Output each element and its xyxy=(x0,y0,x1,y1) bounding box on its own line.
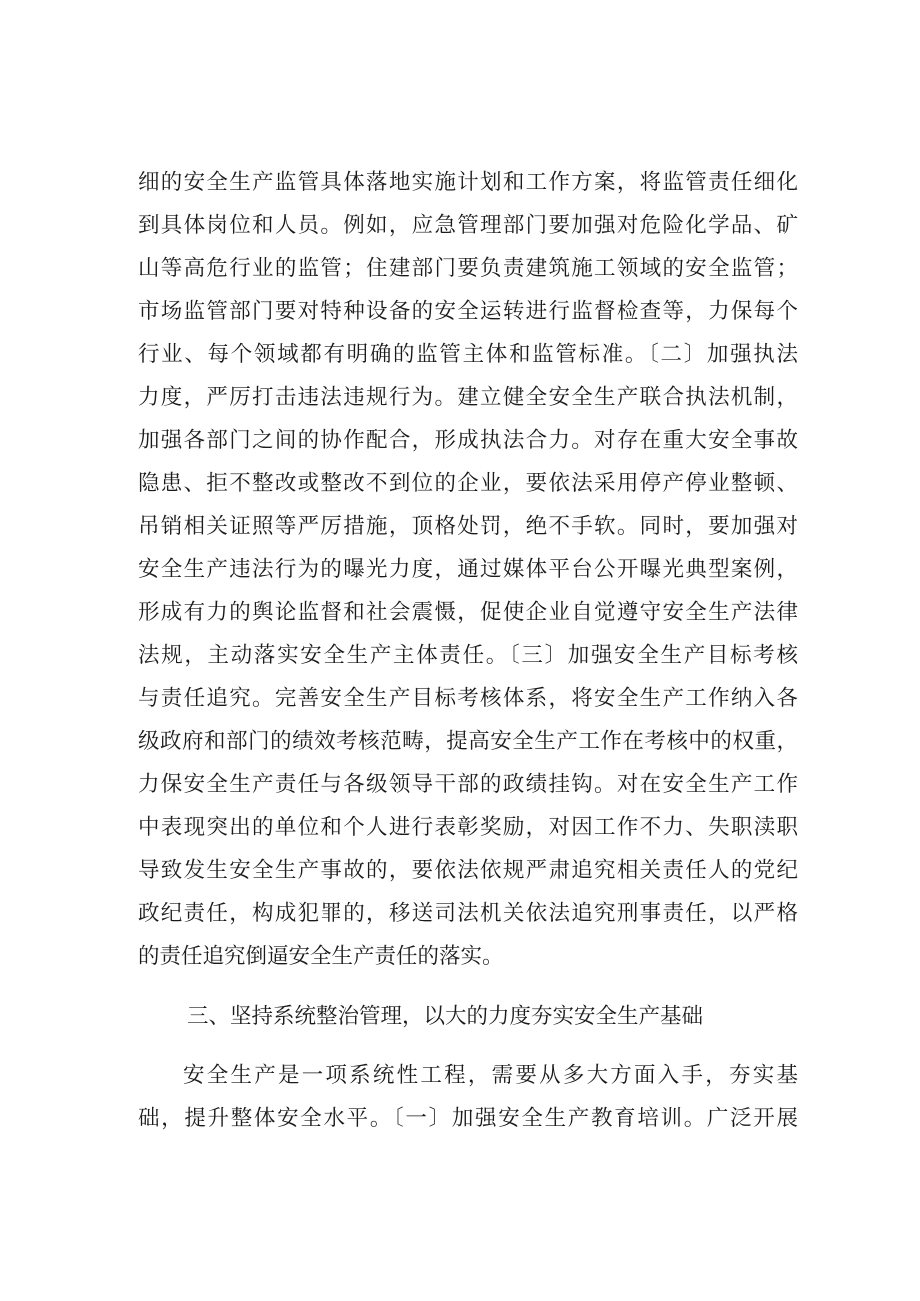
body-text-line: 政纪责任，构成犯罪的，移送司法机关依法追究刑事责任，以严格 xyxy=(138,901,798,926)
body-text-line: 加强各部门之间的协作配合，形成执法合力。对存在重大安全事故 xyxy=(138,428,798,453)
body-text-line: 法规，主动落实安全生产主体责任。〔三〕加强安全生产目标考核 xyxy=(138,643,798,668)
body-text-line: 吊销相关证照等严厉措施，顶格处罚，绝不手软。同时，要加强对 xyxy=(138,514,798,539)
body-text-line: 安全生产违法行为的曝光力度，通过媒体平台公开曝光典型案例， xyxy=(138,557,798,582)
body-text-line: 力度，严厉打击违法违规行为。建立健全安全生产联合执法机制， xyxy=(138,385,798,410)
paragraph-text-line: 安全生产是一项系统性工程，需要从多大方面入手，夯实基 xyxy=(183,1063,798,1088)
body-text-line: 中表现突出的单位和个人进行表彰奖励，对因工作不力、失职渎职 xyxy=(138,815,798,840)
body-text-line: 力保安全生产责任与各级领导干部的政绩挂钩。对在安全生产工作 xyxy=(138,772,798,797)
body-text-line: 的责任追究倒逼安全生产责任的落实。 xyxy=(138,944,504,969)
body-text-line: 行业、每个领域都有明确的监管主体和监管标准。〔二〕加强执法 xyxy=(138,342,798,367)
body-text-line: 形成有力的舆论监督和社会震慑，促使企业自觉遵守安全生产法律 xyxy=(138,600,798,625)
body-text-line: 级政府和部门的绩效考核范畴，提高安全生产工作在考核中的权重， xyxy=(138,729,798,754)
body-text-line: 导致发生安全生产事故的，要依法依规严肃追究相关责任人的党纪 xyxy=(138,858,798,883)
body-text-line: 到具体岗位和人员。例如，应急管理部门要加强对危险化学品、矿 xyxy=(138,213,798,238)
body-text-line: 隐患、拒不整改或整改不到位的企业，要依法采用停产停业整顿、 xyxy=(138,471,798,496)
paragraph-text-line: 础，提升整体安全水平。〔一〕加强安全生产教育培训。广泛开展 xyxy=(138,1106,798,1131)
section-heading: 三、坚持系统整治管理，以大的力度夯实安全生产基础 xyxy=(187,1004,704,1029)
body-text-line: 市场监管部门要对特种设备的安全运转进行监督检查等，力保每个 xyxy=(138,299,798,324)
body-text-line: 细的安全生产监管具体落地实施计划和工作方案，将监管责任细化 xyxy=(138,170,798,195)
body-text-line: 与责任追究。完善安全生产目标考核体系，将安全生产工作纳入各 xyxy=(138,686,798,711)
body-text-line: 山等高危行业的监管；住建部门要负责建筑施工领域的安全监管； xyxy=(138,256,798,281)
